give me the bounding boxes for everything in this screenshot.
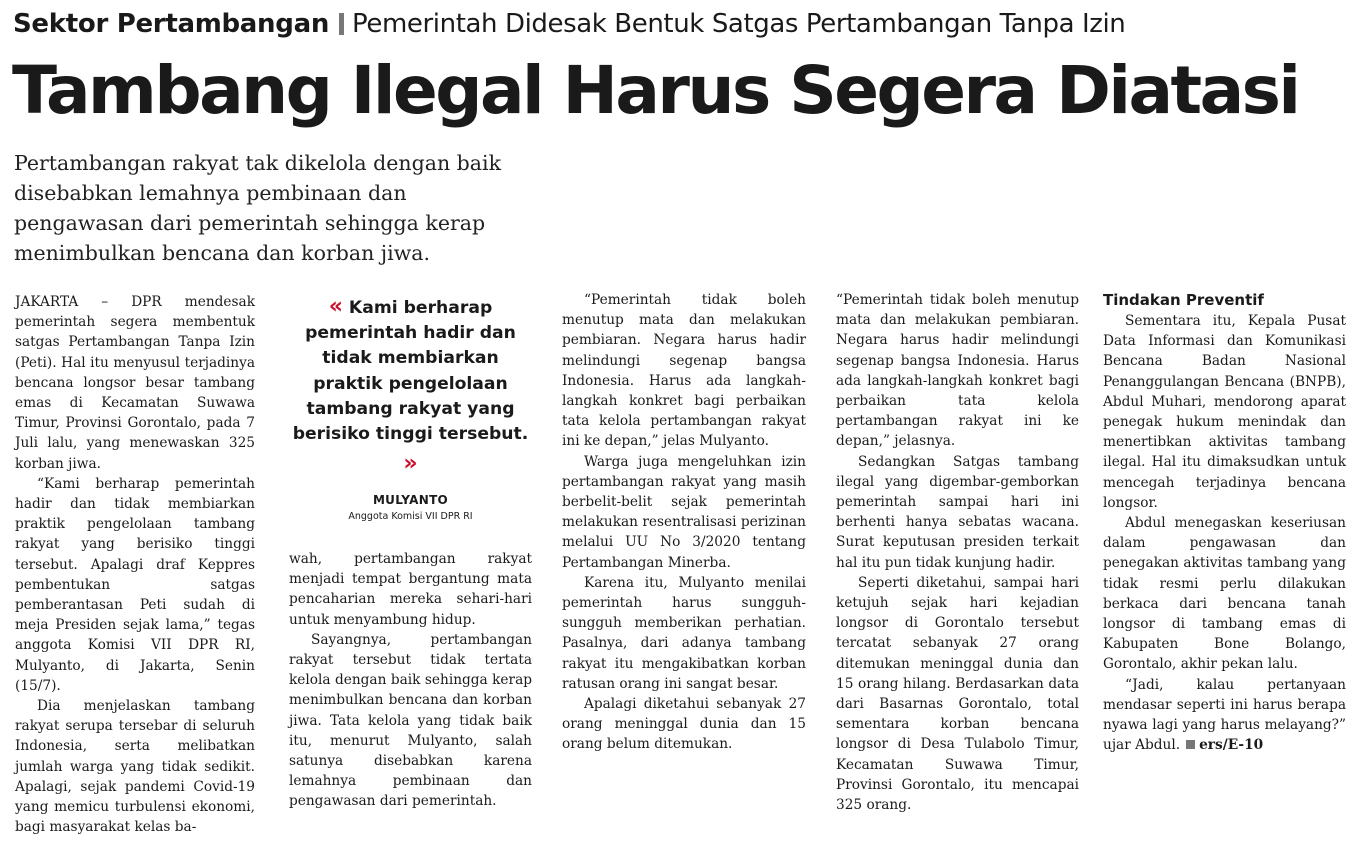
author-signature: ers/E-10 <box>1199 737 1264 754</box>
body-paragraph: “Pemerintah tidak boleh menutup mata dan melakukan pembiaran. Negara harus hadir melindungi segenap bangsa Indonesia. Harus ada langkah-langkah konkret bagi perbaikan tata kelola pertambangan rakyat ini ke depan,” jelasnya. <box>836 292 1079 450</box>
article-column-5 <box>1103 290 1346 755</box>
body-paragraph: Sayangnya, pertambangan rakyat tersebut tidak tertata kelola dengan baik sehingga kerap menimbulkan bencana dan korban jiwa. Tata kelola yang tidak baik itu, menurut Mulyanto, salah satunya disebabkan karena lemahnya pembinaan dan pengawasan dari pemerintah. <box>289 631 532 810</box>
section-kicker <box>13 6 1125 42</box>
body-paragraph: JAKARTA – DPR mendesak pemerintah segera membentuk satgas Pertambangan Tanpa Izin (Peti). Hal itu menyusul terjadinya bencana longsor besar tambang emas di Kecamatan Suwawa Timur, Provinsi Gorontalo, pada 7 Juli lalu, yang menewaskan 325 korban jiwa. <box>15 294 255 472</box>
section-label: Sektor Pertambangan <box>13 9 330 39</box>
body-paragraph: wah, pertambangan rakyat menjadi tempat bergantung mata pencaharian mereka sehari-hari untuk menyambung hidup. <box>289 551 532 628</box>
article-column-3 <box>562 290 806 755</box>
end-mark-icon <box>1186 740 1195 749</box>
pull-quote-role: Anggota Komisi VII DPR RI <box>348 511 473 523</box>
body-paragraph: “Kami berharap pemerintah hadir dan tidak membiarkan praktik pengelolaan tambang rakyat yang berisiko tinggi tersebut. Apalagi draf Keppres pembentukan satgas pemberantasan Peti sudah di meja Presiden sejak lama,” tegas anggota Komisi VII DPR RI, Mulyanto, di Jakarta, Senin (15/7). <box>15 475 255 694</box>
article-column-1 <box>15 292 255 837</box>
subheading: Tindakan Preventif <box>1103 291 1264 309</box>
body-paragraph: Apalagi diketahui sebanyak 27 orang meninggal dunia dan 15 orang belum ditemukan. <box>562 696 806 753</box>
body-paragraph: Sedangkan Satgas tambang ilegal yang digembar-gemborkan pemerintah sampai hari ini berhenti hanya sebatas wacana. Surat keputusan presiden terkait hal itu pun tidak kunjung hadir. <box>836 453 1079 571</box>
body-paragraph: Warga juga mengeluhkan izin pertambangan rakyat yang masih berbelit-belit sejak pemerintah melakukan resentralisasi perizinan melalui UU No 3/2020 tentang Pertambangan Minerba. <box>562 453 806 571</box>
quote-open-icon: « <box>328 294 343 319</box>
pull-quote-body <box>289 294 532 447</box>
body-paragraph: Dia menjelaskan tambang rakyat serupa tersebar di seluruh Indonesia, serta melibatkan jumlah warga yang tidak sedikit. Apalagi, sejak pandemi Covid-19 yang memicu turbulensi ekonomi, bagi masyarakat kelas ba- <box>15 698 255 836</box>
body-paragraph <box>1103 675 1346 756</box>
pull-quote-text: Kami berharap pemerintah hadir dan tidak membiarkan praktik pengelolaan tambang rakyat yang berisiko tinggi tersebut. <box>292 298 529 445</box>
kicker-divider <box>339 13 344 35</box>
body-paragraph: Karena itu, Mulyanto menilai pemerintah harus sungguh-sungguh memberikan perhatian. Pasalnya, dari adanya tambang rakyat itu mengakibatkan korban ratusan orang ini sangat besar. <box>562 574 806 692</box>
article-lead: Pertambangan rakyat tak dikelola dengan baik disebabkan lemahnya pembinaan dan pengawasan dari pemerintah sehingga kerap menimbulkan bencana dan korban jiwa. <box>14 151 501 265</box>
section-subtitle: Pemerintah Didesak Bentuk Satgas Pertambangan Tanpa Izin <box>352 9 1126 39</box>
article-column-4 <box>836 290 1079 815</box>
pull-quote <box>289 294 532 523</box>
article-column-2 <box>289 549 532 812</box>
quote-close-icon: » <box>403 451 418 477</box>
closing-quote-text: “Jadi, kalau pertanyaan mendasar seperti ini harus berapa nyawa lagi yang harus melayang?” ujar Abdul. <box>1103 676 1346 754</box>
body-paragraph: Seperti diketahui, sampai hari ketujuh sejak hari kejadian longsor di Gorontalo tersebut tercatat sebanyak 27 orang ditemukan meninggal dunia dan 15 orang hilang. Berdasarkan data dari Basarnas Gorontalo, total sementara korban bencana longsor di Desa Tulabolo Timur, Kecamatan Suwawa Timur, Provinsi Gorontalo, itu mencapai 325 orang. <box>836 574 1079 814</box>
article-headline: Tambang Ilegal Harus Segera Diatasi <box>12 52 1299 129</box>
body-paragraph: “Pemerintah tidak boleh menutup mata dan melakukan pembiaran. Negara harus hadir melindungi segenap bangsa Indonesia. Harus ada langkah-langkah konkret bagi perbaikan tata kelola pertambangan rakyat ini ke depan,” jelas Mulyanto. <box>562 292 806 450</box>
body-paragraph: Abdul menegaskan keseriusan dalam pengawasan dan penegakan aktivitas tambang yang tidak resmi perlu dilakukan berkaca dari bencana tanah longsor di tambang emas di Kabupaten Bone Bolango, Gorontalo, akhir pekan lalu. <box>1103 515 1346 673</box>
body-paragraph: Sementara itu, Kepala Pusat Data Informasi dan Komunikasi Bencana Badan Nasional Penanggulangan Bencana (BNPB), Abdul Muhari, mendorong aparat penegak hukum menindak dan menertibkan aktivitas tambang ilegal. Hal itu dimaksudkan untuk mencegah terjadinya bencana longsor. <box>1103 313 1346 511</box>
pull-quote-name: MULYANTO <box>372 493 449 508</box>
